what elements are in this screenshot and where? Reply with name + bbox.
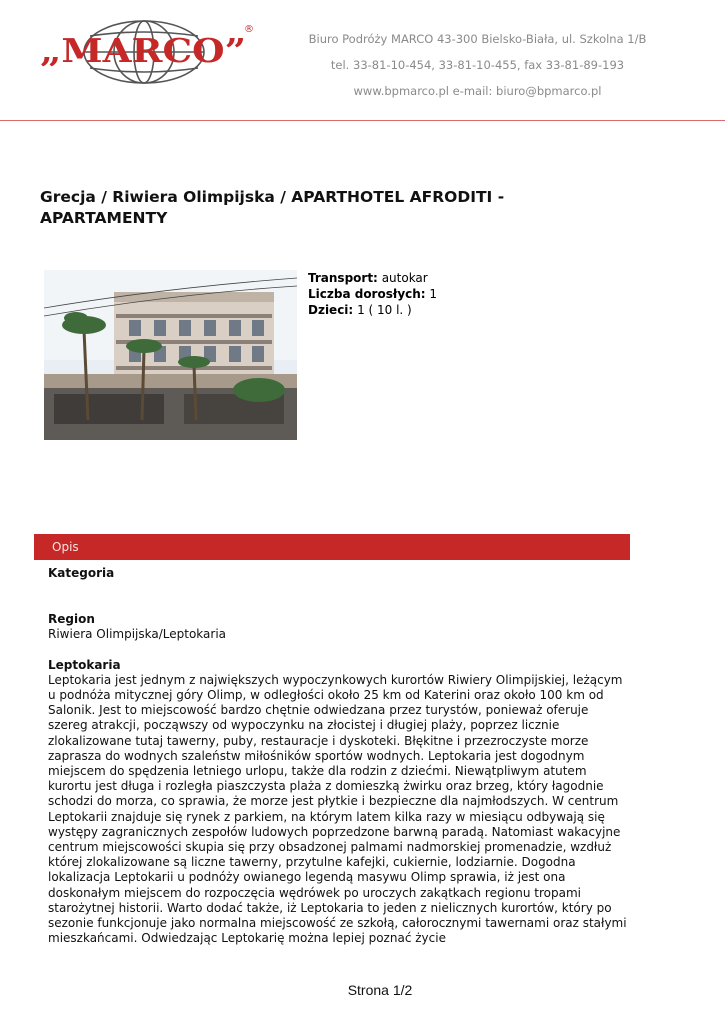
contact-web-email[interactable]: www.bpmarco.pl e-mail: biuro@bpmarco.pl — [353, 84, 602, 98]
kategoria-heading: Kategoria — [48, 566, 115, 580]
contact-address: Biuro Podróży MARCO 43-300 Bielsko-Biała, ul. Szkolna 1/B — [308, 32, 647, 46]
svg-text:®: ® — [244, 24, 254, 35]
section-tab-opis — [34, 534, 630, 560]
region-heading: Region — [48, 612, 95, 627]
children-row — [308, 302, 608, 318]
page-number: Strona 1/2 — [347, 982, 413, 998]
header-divider — [0, 120, 725, 121]
children-value: 1 ( 10 l. ) — [357, 303, 412, 317]
adults-row — [308, 286, 608, 302]
hotel-photo — [44, 270, 297, 440]
section-tab-label: Opis — [52, 540, 79, 554]
offer-title: Grecja / Riwiera Olimpijska / APARTHOTEL AFRODITI - APARTAMENTY — [40, 188, 505, 227]
adults-label: Liczba dorosłych: — [308, 287, 426, 301]
leptokaria-heading: Leptokaria — [48, 657, 121, 672]
children-label: Dzieci: — [308, 303, 354, 317]
contact-info — [280, 26, 675, 104]
offer-details — [308, 270, 608, 318]
page-header — [0, 0, 725, 122]
region-value: Riwiera Olimpijska/Leptokaria — [48, 627, 227, 642]
description-content — [48, 566, 628, 946]
svg-text:„MARCO”: „MARCO” — [40, 31, 246, 70]
adults-value: 1 — [429, 287, 438, 301]
transport-row — [308, 270, 608, 286]
transport-label: Transport: — [308, 271, 378, 285]
transport-value: autokar — [381, 271, 428, 285]
contact-phones: tel. 33-81-10-454, 33-81-10-455, fax 33-81-89-193 — [330, 58, 625, 72]
marco-logo — [34, 18, 264, 86]
leptokaria-description: Leptokaria jest jednym z największych wypoczynkowych kurortów Riwiery Olimpijskiej, leżącym u podnóża mitycznej góry Olimp, w odległości około 25 km od Katerini oraz około 100 km od Salonik. Jest to miejscowość bardzo chętnie odwiedzana przez turystów, ponieważ oferuje szereg atrakcji, począwszy od wypoczynku na złocistej i długiej plaży, poprzez licznie zlokalizowane tutaj tawerny, puby, restauracje i dyskoteki. Błękitne i przezroczyste morze zaprasza do wodnych szaleństw miłośników sportów wodnych. Leptokaria jest dogodnym miejscem do spędzenia letniego urlopu, także dla rodzin z dziećmi. Niewątpliwym atutem kurortu jest długa i rozległa piaszczysta plaża z domieszką żwirku oraz brzeg, który łagodnie schodzi do morza, co sprawia, że morze jest płytkie i bezpieczne dla najmłodszych. W centrum Leptokarii znajduje się rynek z parkiem, na którym latem kilka razy w miesiącu odbywają się występy zagranicznych zespołów ludowych poprzedzone barwną paradą. Natomiast wakacyjne centrum miejscowości skupia się przy obsadzonej palmami nadmorskiej promenadzie, wzdłuż której zlokalizowane są liczne tawerny, przytulne kafejki, cukiernie, lodziarnie. Dogodna lokalizacja Leptokarii u podnóży owianego legendą masywu Olimp sprawia, iż jest ona doskonałym miejscem do rozpoczęcia wędrówek po uroczych zakątkach regionu tropami starożytnej historii. Warto dodać także, iż Leptokaria to jeden z nielicznych kurortów, który po sezonie funkcjonuje jako normalna miejscowość ze szkołą, całorocznymi tawernami oraz stałymi mieszkańcami. Odwiedzając Leptokarię można lepiej poznać życie — [48, 672, 627, 946]
